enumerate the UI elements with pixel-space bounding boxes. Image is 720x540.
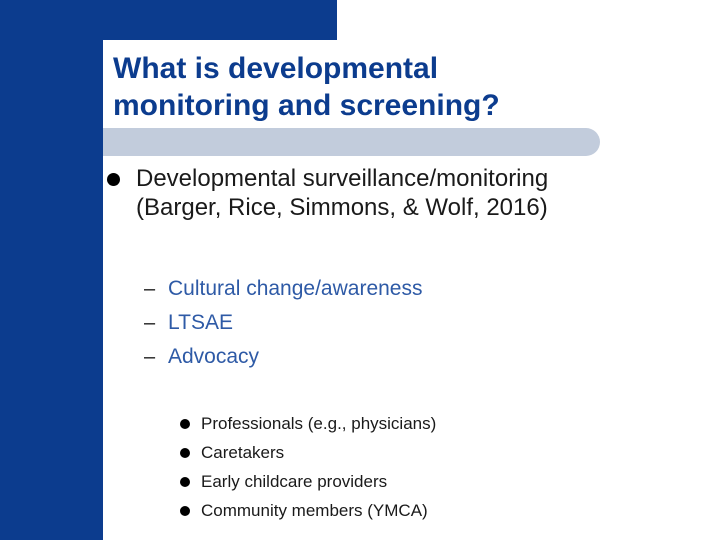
main-bullet-text	[136, 164, 548, 222]
sub-sub-item-label: Caretakers	[201, 443, 285, 462]
bullet-dot-icon	[180, 477, 190, 487]
main-bullet-line-2: (Barger, Rice, Simmons, & Wolf, 2016)	[136, 194, 548, 221]
bullet-dot-icon	[180, 448, 190, 458]
title-underline-bar	[103, 128, 600, 156]
bullet-dot-icon	[180, 419, 190, 429]
dash-bullet-icon: –	[144, 346, 156, 368]
sub-item-label: Advocacy	[168, 345, 260, 368]
sub-item-label: Cultural change/awareness	[168, 277, 423, 300]
dash-bullet-icon: –	[144, 312, 156, 334]
slide-title-line-1: What is developmental	[113, 52, 439, 85]
main-bullet-line-1: Developmental surveillance/monitoring	[136, 165, 549, 192]
slide-title-line-2: monitoring and screening?	[113, 89, 500, 122]
sub-item-label: LTSAE	[168, 311, 233, 334]
sub-sub-item-label: Early childcare providers	[201, 472, 388, 491]
dash-bullet-icon: –	[144, 278, 156, 300]
sub-sub-item-label: Community members (YMCA)	[201, 501, 428, 520]
sub-sub-item-label: Professionals (e.g., physicians)	[201, 414, 437, 433]
bullet-dot-icon	[180, 506, 190, 516]
slide-title	[113, 50, 673, 124]
bullet-dot-icon	[107, 173, 120, 186]
